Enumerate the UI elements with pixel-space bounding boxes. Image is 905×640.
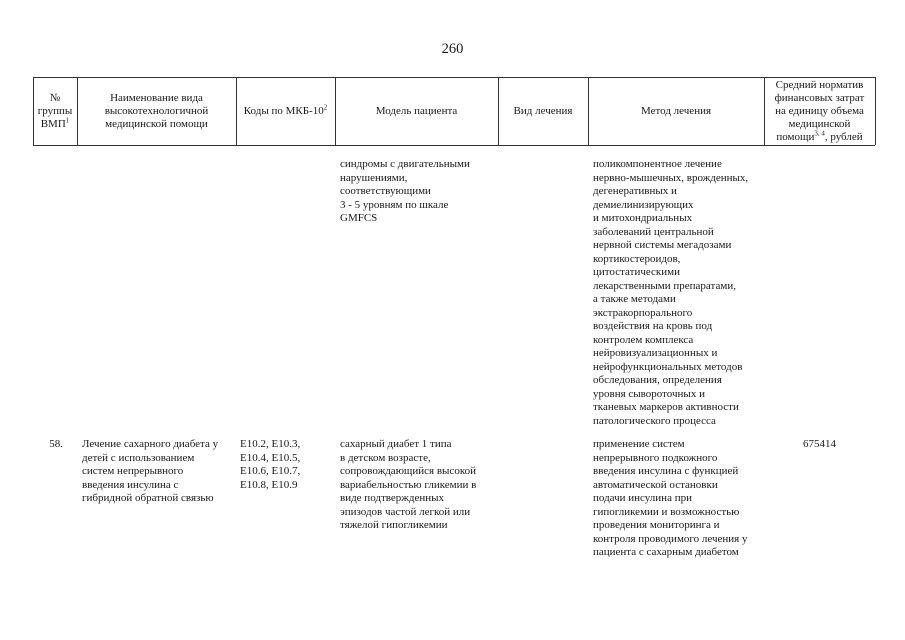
row-patient-model: синдромы с двигательными нарушениями, соответствующими 3 - 5 уровням по шкале GMFCS bbox=[340, 158, 470, 224]
header-group-number bbox=[33, 77, 77, 145]
page-number: 260 bbox=[441, 41, 464, 57]
header-divider bbox=[875, 77, 876, 145]
header-icd-codes-text: Коды по МКБ-10 bbox=[243, 104, 324, 117]
row-treatment-method: применение систем непрерывного подкожного введения инсулина с функцией автоматической остановки подачи инсулина при гипогликемии и возможностью проведения мониторинга и контроля проводимого лечения у пациента с сахарным диабетом bbox=[593, 438, 748, 558]
header-cost-standard bbox=[764, 77, 875, 145]
row-group-number: 58. bbox=[49, 438, 63, 450]
row-patient-model: сахарный диабет 1 типа в детском возрасте, сопровождающийся высокой вариабельностью гликемии в виде подтвержденных эпизодов частой легкой или тяжелой гипогликемии bbox=[340, 438, 477, 531]
row-treatment-method: поликомпонентное лечение нервно-мышечных, врожденных, дегенеративных и демиелинизирующих и митохондриальных заболеваний центральной нервной системы мегадозами кортикостероидов, цитостатическими лекарственными препаратами, а также методами экстракорпорального воздействия на кровь под контролем комплекса нейровизуализационных и нейрофункциональных методов обследования, определения уровня сывороточных и тканевых маркеров активности патологического процесса bbox=[593, 158, 749, 427]
header-icd-codes bbox=[236, 77, 335, 145]
header-treatment-method: Метод лечения bbox=[640, 104, 712, 117]
header-patient-model: Модель пациента bbox=[375, 104, 458, 117]
row-cost-value: 675414 bbox=[803, 438, 836, 450]
footnote-marker: 2 bbox=[323, 102, 328, 111]
header-care-type-name: Наименование вида высокотехнологичной медицинской помощи bbox=[104, 91, 209, 130]
table-header-bottom-border bbox=[33, 145, 875, 146]
footnote-marker: 3, 4 bbox=[814, 128, 825, 137]
row-icd-codes: E10.2, E10.3, E10.4, E10.5, E10.6, E10.7, E10.8, E10.9 bbox=[240, 438, 301, 491]
row-care-type-name: Лечение сахарного диабета у детей с использованием систем непрерывного введения инсулина с гибридной обратной связью bbox=[82, 438, 219, 504]
header-cost-suffix: , рублей bbox=[824, 130, 863, 143]
footnote-marker: 1 bbox=[65, 115, 70, 124]
header-treatment-type: Вид лечения bbox=[513, 104, 573, 117]
header-group-number-text: № группы ВМП bbox=[37, 91, 73, 130]
header-cost-text: Средний норматив финансовых затрат на единицу объема медицинской помощи bbox=[774, 78, 865, 143]
